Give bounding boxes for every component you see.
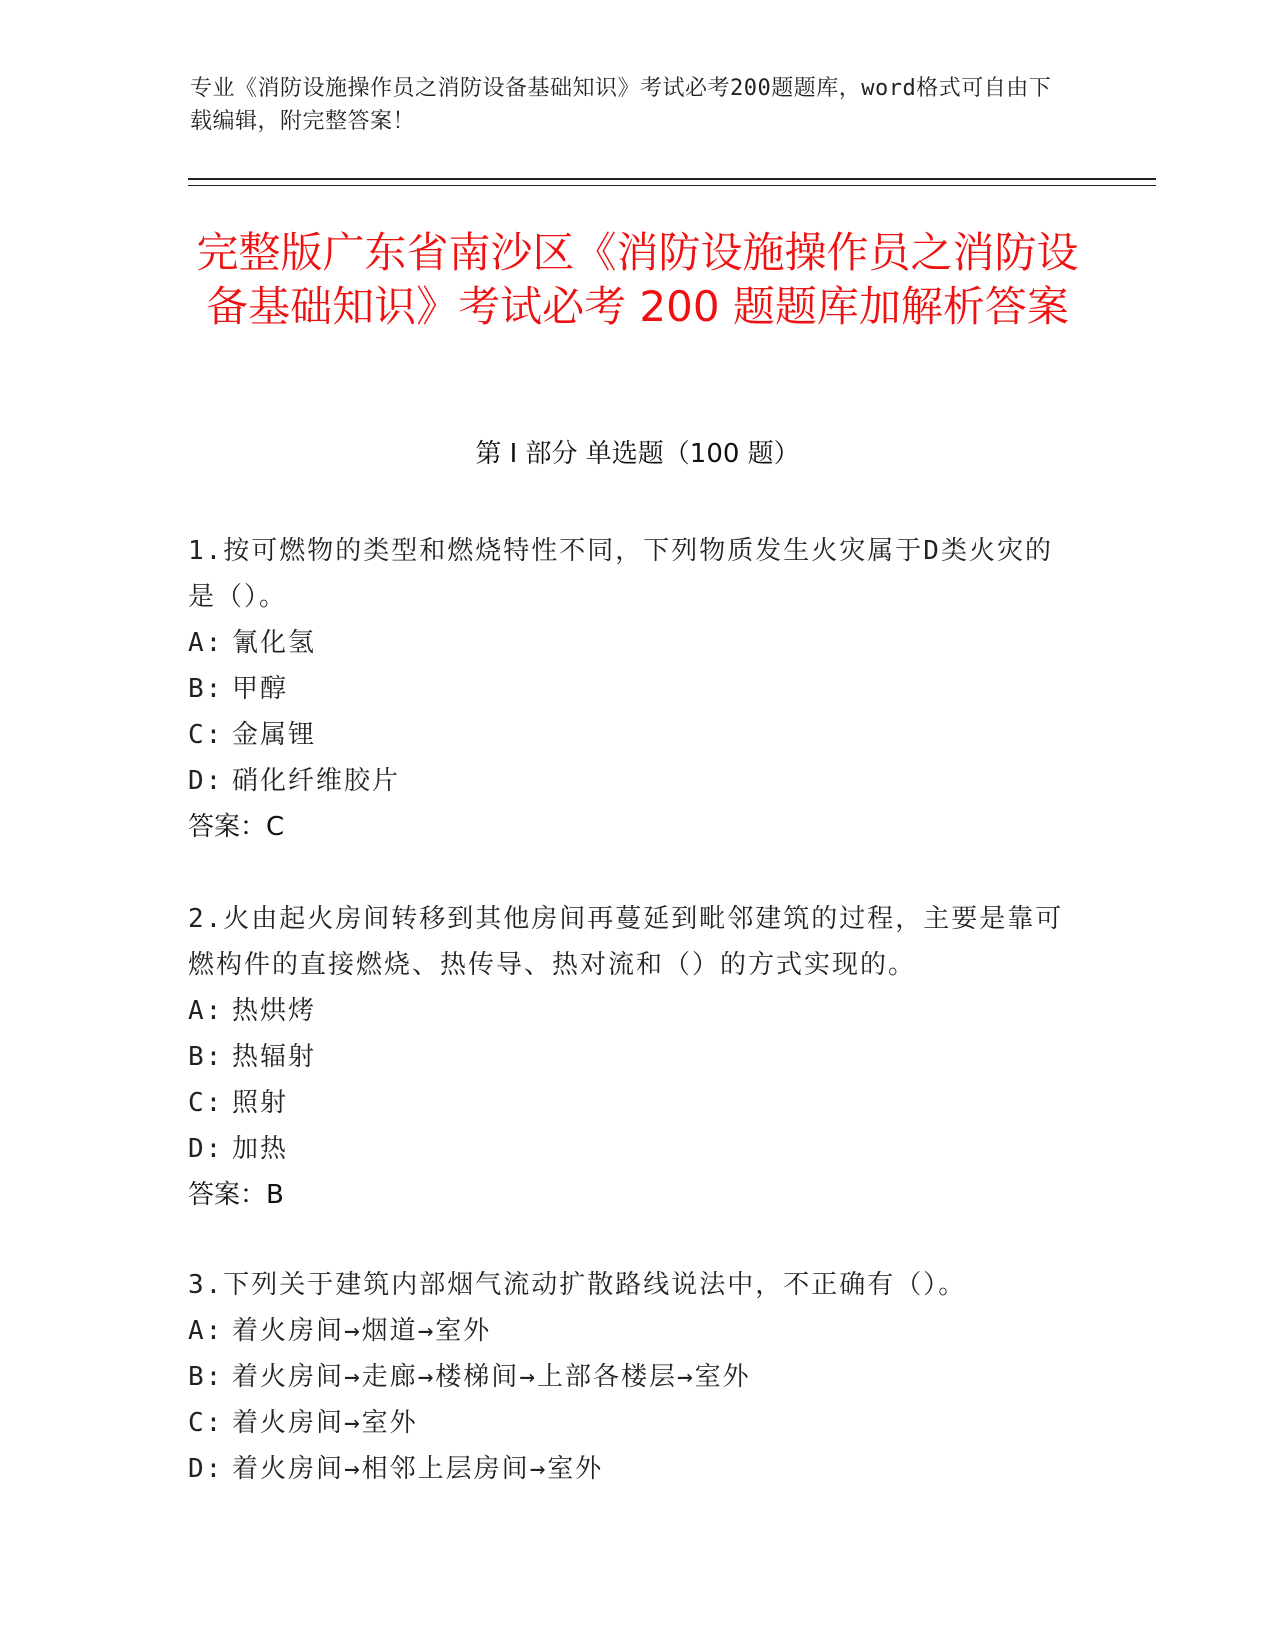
option-key: C: (188, 720, 224, 750)
option-c (188, 1400, 1068, 1446)
option-text: 金属锂 (232, 720, 317, 750)
option-text: 着火房间→室外 (232, 1408, 418, 1438)
option-b (188, 666, 1068, 712)
option-text: 甲醇 (232, 674, 289, 704)
option-text: 热烘烤 (232, 996, 317, 1026)
option-key: B: (188, 1362, 224, 1392)
option-a (188, 1308, 1068, 1354)
question-2 (188, 896, 1068, 1218)
option-d (188, 758, 1068, 804)
header-divider-thick (188, 178, 1156, 180)
option-key: A: (188, 996, 224, 1026)
question-stem: 1.按可燃物的类型和燃烧特性不同，下列物质发生火灾属于D类火灾的是（）。 (188, 536, 1053, 612)
option-text: 热辐射 (232, 1042, 317, 1072)
option-key: C: (188, 1408, 224, 1438)
option-key: C: (188, 1088, 224, 1118)
option-d (188, 1446, 1068, 1492)
section-title: 第 I 部分 单选题（100 题） (475, 439, 800, 469)
answer-line: 答案：B (188, 1180, 284, 1210)
option-d (188, 1126, 1068, 1172)
option-text: 硝化纤维胶片 (232, 766, 401, 796)
option-key: D: (188, 1454, 224, 1484)
option-text: 着火房间→相邻上层房间→室外 (232, 1454, 604, 1484)
question-stem: 3.下列关于建筑内部烟气流动扩散路线说法中，不正确有（）。 (188, 1270, 967, 1300)
option-key: D: (188, 1134, 224, 1164)
option-key: B: (188, 674, 224, 704)
header-divider-thin (188, 185, 1156, 186)
option-text: 着火房间→烟道→室外 (232, 1316, 492, 1346)
header-note: 专业《消防设施操作员之消防设备基础知识》考试必考200题题库，word格式可自由下载编辑，附完整答案！ (190, 76, 1052, 134)
question-3 (188, 1262, 1068, 1492)
option-b (188, 1354, 1068, 1400)
option-text: 着火房间→走廊→楼梯间→上部各楼层→室外 (232, 1362, 751, 1392)
option-c (188, 712, 1068, 758)
question-stem: 2.火由起火房间转移到其他房间再蔓延到毗邻建筑的过程，主要是靠可燃构件的直接燃烧、热传导、热对流和（）的方式实现的。 (188, 904, 1064, 980)
document-title: 完整版广东省南沙区《消防设施操作员之消防设备基础知识》考试必考 200 题题库加解析答案 (196, 228, 1079, 331)
option-key: A: (188, 628, 224, 658)
option-text: 照射 (232, 1088, 289, 1118)
option-text: 氰化氢 (232, 628, 317, 658)
answer-line: 答案：C (188, 812, 285, 842)
option-key: B: (188, 1042, 224, 1072)
option-c (188, 1080, 1068, 1126)
option-text: 加热 (232, 1134, 289, 1164)
option-a (188, 988, 1068, 1034)
option-key: D: (188, 766, 224, 796)
option-a (188, 620, 1068, 666)
option-key: A: (188, 1316, 224, 1346)
question-1 (188, 528, 1068, 850)
option-b (188, 1034, 1068, 1080)
